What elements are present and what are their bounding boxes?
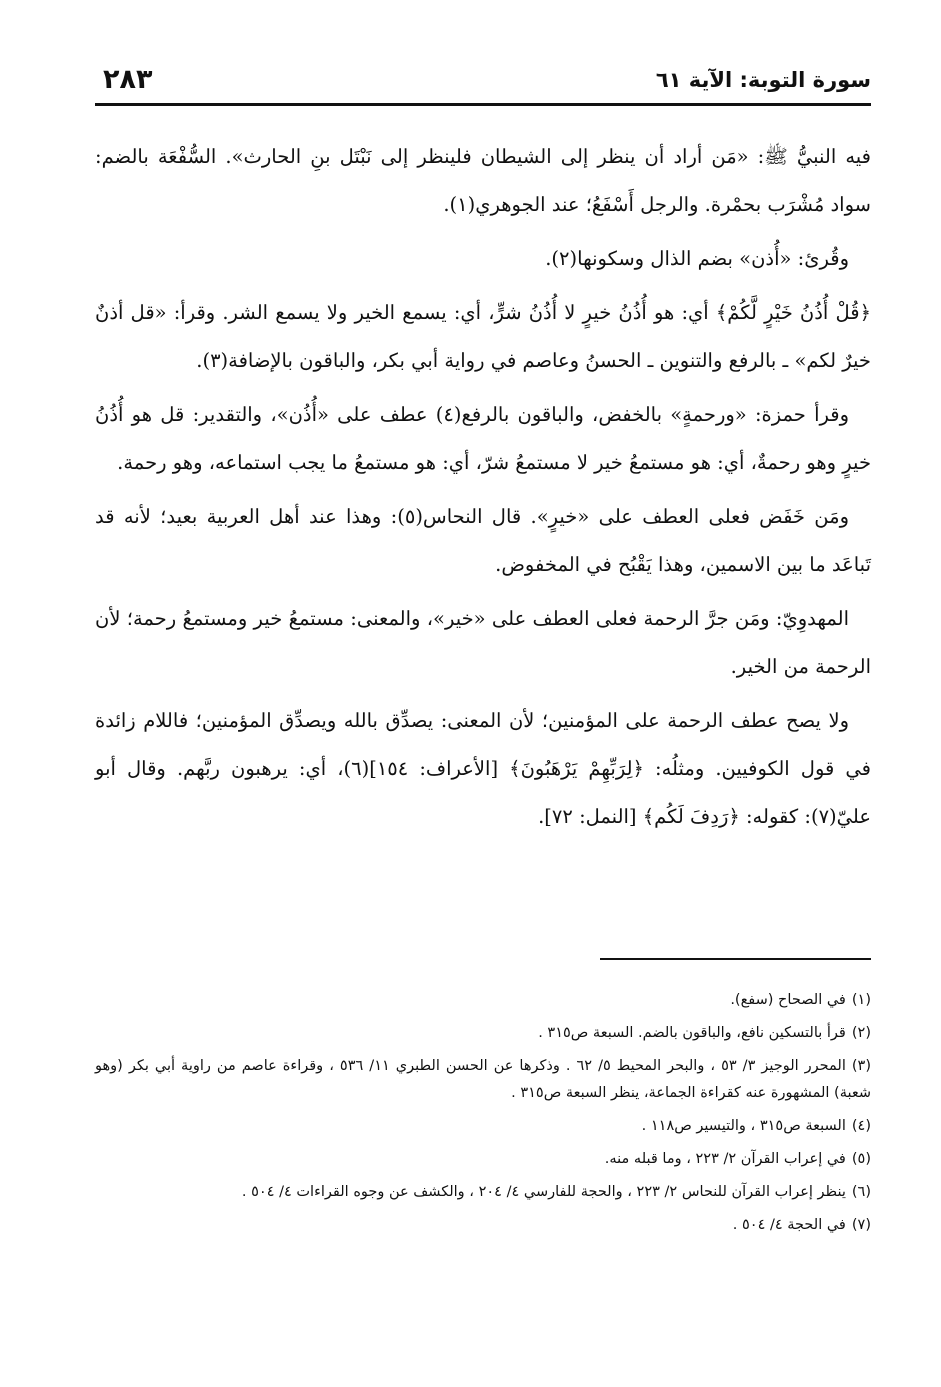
footnote-number: (٦)	[851, 1184, 871, 1200]
paragraph: المهدوِيّ: ومَن جرَّ الرحمة فعلى العطف على «خير»، والمعنى: مستمعُ خير ومستمعُ رحمة؛ لأن الرحمة من الخير.	[95, 607, 871, 678]
footnote-divider	[600, 958, 871, 960]
page-number: ٢٨٣	[103, 64, 153, 95]
footnote-number: (١)	[851, 992, 871, 1008]
footnote	[95, 1212, 871, 1239]
paragraph: ﴿قُلْ أُذُنُ خَيْرٍ لَّكُمْ﴾ أي: هو أُذُنُ خيرٍ لا أُذُنُ شرٍّ، أي: يسمع الخير ولا يسمع الشر. وقرأ: «قل أذنٌ خيرٌ لكم» ـ بالرفع والتنوين ـ الحسنُ وعاصم في رواية أبي بكر، والباقون بالإضافة(٣).	[95, 301, 871, 372]
footnote	[95, 1146, 871, 1173]
footnote-text: في الحجة ٤/ ٥٠٤ .	[732, 1217, 846, 1233]
footnote-text: في إعراب القرآن ٢/ ٢٢٣ ، وما قبله منه.	[604, 1151, 846, 1167]
footnote-text: المحرر الوجيز ٣/ ٥٣ ، والبحر المحيط ٥/ ٦٢ . وذكرها عن الحسن الطبري ١١/ ٥٣٦ ، وقراءة عاصم من راوية أبي بكر (وهو شعبة) المشهورة عنه كقراءة الجماعة، ينظر السبعة ص٣١٥ .	[95, 1058, 871, 1101]
paragraph: ولا يصح عطف الرحمة على المؤمنين؛ لأن المعنى: يصدِّق بالله ويصدِّق المؤمنين؛ فاللام زائدة في قول الكوفيين. ومثلُه: ﴿لِرَبِّهِمْ يَرْهَبُونَ﴾ [الأعراف: ١٥٤](٦)، أي: يرهبون ربَّهم. وقال أبو عليّ(٧): كقوله: ﴿رَدِفَ لَكُم﴾ [النمل: ٧٢].	[95, 709, 871, 828]
paragraph: وقرأ حمزة: «ورحمةٍ» بالخفض، والباقون بالرفع(٤) عطف على «أُذُن»، والتقدير: قل هو أُذُنُ خيرٍ وهو رحمةٌ، أي: هو مستمعُ خير لا مستمعُ شرّ، أي: هو مستمعُ ما يجب استماعه، وهو رحمة.	[95, 403, 871, 474]
footnote	[95, 1053, 871, 1107]
paragraph: وقُرئ: «أُذن» بضم الذال وسكونها(٢).	[545, 247, 849, 270]
footnote-number: (٣)	[851, 1058, 872, 1074]
footnotes	[95, 987, 871, 1245]
footnote	[95, 1020, 871, 1047]
footnote-text: في الصحاح (سفع).	[730, 992, 846, 1008]
footnote-number: (٧)	[851, 1217, 871, 1233]
footnote	[95, 987, 871, 1014]
footnote	[95, 1113, 871, 1140]
running-title: سورة التوبة: الآية ٦١	[655, 68, 871, 92]
footnote-text: السبعة ص٣١٥ ، والتيسير ص١١٨ .	[641, 1118, 846, 1134]
header-divider	[95, 103, 871, 106]
paragraph: فيه النبيُّ ﷺ: «مَن أراد أن ينظر إلى الشيطان فلينظر إلى نَبْتَل بنِ الحارث». السُّفْعَة بالضم: سواد مُشْرَب بحمْرة. والرجل أَسْفَعُ؛ عند الجوهري(١).	[95, 145, 871, 216]
footnote-number: (٤)	[851, 1118, 871, 1134]
main-text	[95, 133, 871, 847]
running-header	[95, 62, 871, 102]
footnote-text: ينظر إعراب القرآن للنحاس ٢/ ٢٢٣ ، والحجة للفارسي ٤/ ٢٠٤ ، والكشف عن وجوه القراءات ٤/ ٥٠٤ .	[241, 1184, 846, 1200]
footnote-number: (٢)	[851, 1025, 871, 1041]
paragraph: ومَن خَفَض فعلى العطف على «خيرٍ». قال النحاس(٥): وهذا عند أهل العربية بعيد؛ لأنه قد تَباعَد ما بين الاسمين، وهذا يَقْبُح في المخفوض.	[95, 505, 871, 576]
footnote-text: قرأ بالتسكين نافع، والباقون بالضم. السبعة ص٣١٥ .	[538, 1025, 846, 1041]
footnote	[95, 1179, 871, 1206]
footnote-number: (٥)	[851, 1151, 871, 1167]
